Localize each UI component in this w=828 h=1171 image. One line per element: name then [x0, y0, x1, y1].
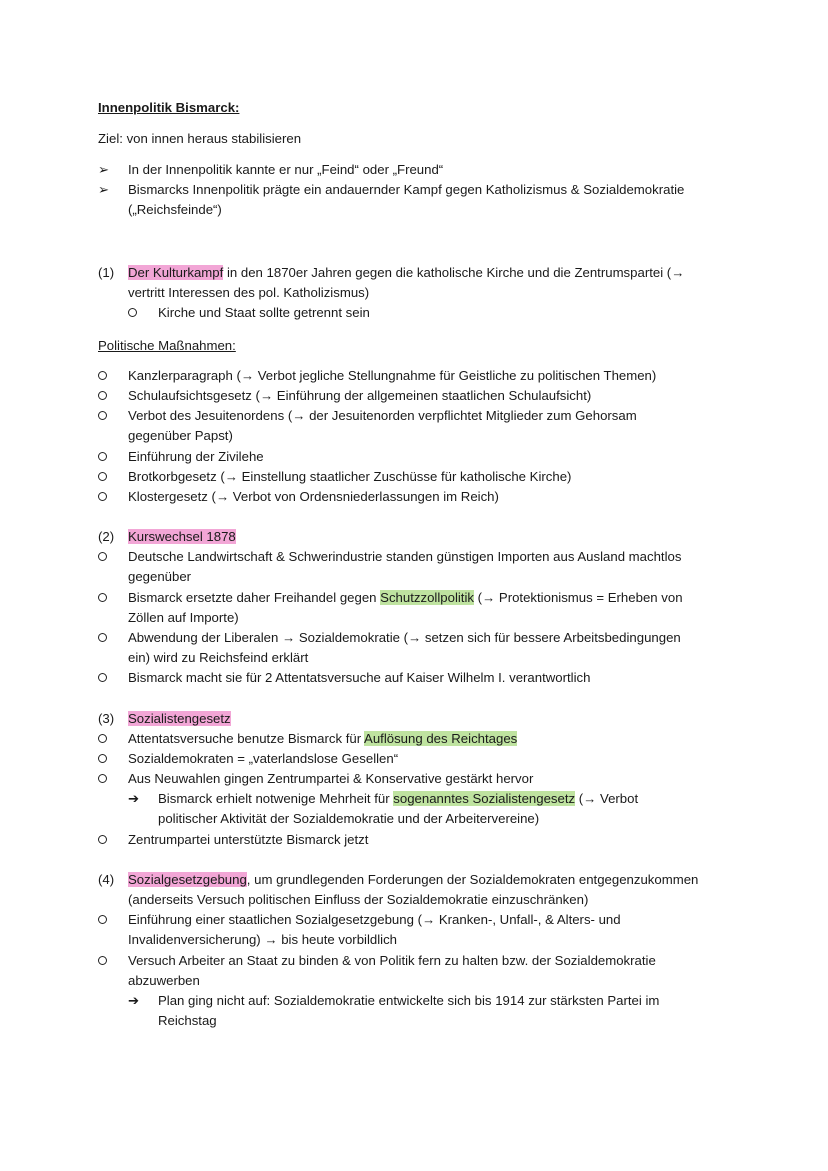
- list-item-continuation: gegenüber: [128, 569, 192, 584]
- list-item: Bismarck ersetzte daher Freihandel gegen Schutzzollpolitik (→ Protektionismus = Erheben von: [128, 590, 683, 605]
- bold-arrow-bullet-icon: ➔: [128, 993, 140, 1008]
- bold-arrow-bullet-icon: ➔: [128, 791, 140, 806]
- list-item: Deutsche Landwirtschaft & Schwerindustrie standen günstigen Importen aus Ausland machtlos: [128, 549, 682, 564]
- arrowhead-bullet-icon: ➢: [98, 182, 110, 197]
- section-number: (3): [98, 711, 115, 726]
- list-item: Bismarck macht sie für 2 Attentatsversuche auf Kaiser Wilhelm I. verantwortlich: [128, 670, 591, 685]
- section-heading: Sozialgesetzgebung, um grundlegenden Forderungen der Sozialdemokraten entgegenzukommen: [128, 872, 699, 887]
- section-number: (2): [98, 529, 115, 544]
- sub-item-continuation: Reichstag: [158, 1013, 217, 1028]
- section-heading-continuation: vertritt Interessen des pol. Katholizismus): [128, 285, 370, 300]
- list-item: Verbot des Jesuitenordens (→ der Jesuitenorden verpflichtet Mitglieder zum Gehorsam: [128, 408, 637, 423]
- list-item: Bismarcks Innenpolitik prägte ein andauernder Kampf gegen Katholizismus & Sozialdemokratie: [128, 182, 685, 197]
- list-item: In der Innenpolitik kannte er nur „Feind“ oder „Freund“: [128, 162, 444, 177]
- sub-item-continuation: politischer Aktivität der Sozialdemokratie und der Arbeitervereine): [158, 811, 540, 826]
- list-item-continuation: gegenüber Papst): [128, 428, 233, 443]
- section-heading: Der Kulturkampf in den 1870er Jahren gegen die katholische Kirche und die Zentrumspartei (→: [128, 265, 685, 280]
- highlight-term: Schutzzollpolitik: [380, 590, 474, 605]
- circle-bullet-icon: [98, 749, 107, 769]
- circle-bullet-icon: [98, 467, 107, 487]
- circle-bullet-icon: [98, 366, 107, 386]
- highlight-term: Auflösung des Reichtages: [364, 731, 518, 746]
- section-heading-continuation: (anderseits Versuch politischen Einfluss der Sozialdemokratie einzuschränken): [128, 892, 589, 907]
- list-item-continuation: abzuwerben: [128, 973, 200, 988]
- circle-bullet-icon: [98, 447, 107, 467]
- circle-bullet-icon: [98, 729, 107, 749]
- list-item-continuation: ein) wird zu Reichsfeind erklärt: [128, 650, 309, 665]
- section-number: (4): [98, 872, 115, 887]
- highlight-term: sogenanntes Sozialistengesetz: [393, 791, 576, 806]
- list-item: Abwendung der Liberalen → Sozialdemokratie (→ setzen sich für bessere Arbeitsbedingungen: [128, 630, 681, 645]
- list-item: Schulaufsichtsgesetz (→ Einführung der allgemeinen staatlichen Schulaufsicht): [128, 388, 592, 403]
- list-item: Einführung einer staatlichen Sozialgesetzgebung (→ Kranken-, Unfall-, & Alters- und: [128, 912, 621, 927]
- circle-bullet-icon: [98, 830, 107, 850]
- highlight-term: Sozialgesetzgebung: [128, 872, 247, 887]
- list-item: Attentatsversuche benutze Bismarck für Auflösung des Reichtages: [128, 731, 518, 746]
- highlight-term: Kurswechsel 1878: [128, 529, 236, 544]
- list-item: Versuch Arbeiter an Staat zu binden & von Politik fern zu halten bzw. der Sozialdemokratie: [128, 953, 656, 968]
- highlight-term: Der Kulturkampf: [128, 265, 224, 280]
- circle-bullet-icon: [98, 386, 107, 406]
- measures-title: Politische Maßnahmen:: [98, 338, 236, 353]
- highlight-term: Sozialistengesetz: [128, 711, 231, 726]
- list-item: Zentrumpartei unterstützte Bismarck jetzt: [128, 832, 369, 847]
- list-item: Einführung der Zivilehe: [128, 449, 264, 464]
- page-title: Innenpolitik Bismarck:: [98, 100, 240, 115]
- circle-bullet-icon: [98, 487, 107, 507]
- section-heading: [128, 527, 236, 547]
- sub-item: Bismarck erhielt notwenige Mehrheit für sogenanntes Sozialistengesetz (→ Verbot: [158, 791, 639, 806]
- list-item: Brotkorbgesetz (→ Einstellung staatlicher Zuschüsse für katholische Kirche): [128, 469, 572, 484]
- section-heading: [128, 709, 231, 729]
- circle-bullet-icon: [98, 547, 107, 567]
- arrowhead-bullet-icon: ➢: [98, 162, 110, 177]
- circle-bullet-icon: [98, 769, 107, 789]
- circle-bullet-icon: [98, 668, 107, 688]
- list-item: Aus Neuwahlen gingen Zentrumpartei & Konservative gestärkt hervor: [128, 771, 534, 786]
- sub-item: Plan ging nicht auf: Sozialdemokratie entwickelte sich bis 1914 zur stärksten Partei im: [158, 993, 660, 1008]
- circle-bullet-icon: [98, 910, 107, 930]
- sub-item: Kirche und Staat sollte getrennt sein: [158, 305, 370, 320]
- circle-bullet-icon: [98, 951, 107, 971]
- circle-bullet-icon: [98, 628, 107, 648]
- circle-bullet-icon: [98, 588, 107, 608]
- section-number: (1): [98, 265, 115, 280]
- goal-line: Ziel: von innen heraus stabilisieren: [98, 131, 302, 146]
- list-item: Klostergesetz (→ Verbot von Ordensniederlassungen im Reich): [128, 489, 499, 504]
- list-item-continuation: Invalidenversicherung) → bis heute vorbildlich: [128, 932, 398, 947]
- list-item: Kanzlerparagraph (→ Verbot jegliche Stellungnahme für Geistliche zu politischen Themen): [128, 368, 657, 383]
- circle-bullet-icon: [128, 303, 137, 323]
- list-item: Sozialdemokraten = „vaterlandslose Gesellen“: [128, 751, 399, 766]
- circle-bullet-icon: [98, 406, 107, 426]
- list-item-continuation: Zöllen auf Importe): [128, 610, 239, 625]
- list-item-continuation: („Reichsfeinde“): [128, 202, 222, 217]
